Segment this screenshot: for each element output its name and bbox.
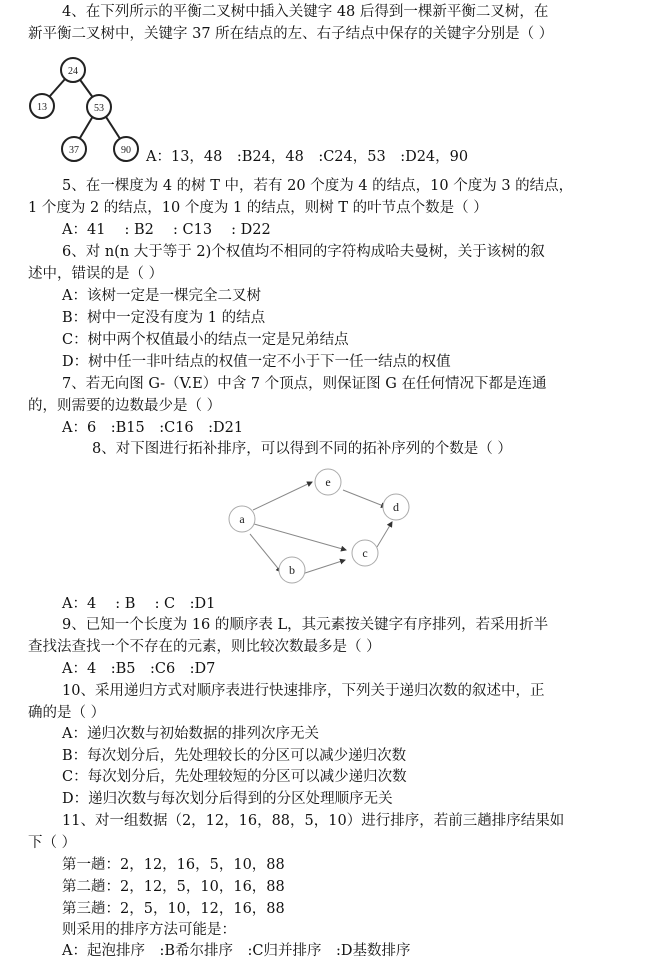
q5-line2: 1 个度为 2 的结点，10 个度为 1 的结点，则树 T 的叶节点个数是（ ） <box>28 200 488 216</box>
q10-line1: 10、采用递归方式对顺序表进行快速排序，下列关于递归次数的叙述中，正 <box>62 683 545 699</box>
q4-options: A：13，48 :B24，48 :C24，53 :D24，90 <box>146 149 469 165</box>
q10-option-a: A：递归次数与初始数据的排列次序无关 <box>62 726 319 742</box>
dag-node-d: d <box>393 500 399 514</box>
q6-option-d: D：树中任一非叶结点的权值一定不小于下一任一结点的权值 <box>62 354 451 370</box>
q9-line1: 9、已知一个长度为 16 的顺序表 L，其元素按关键字有序排列，若采用折半 <box>62 617 549 633</box>
q5-line1: 5、在一棵度为 4 的树 T 中，若有 20 个度为 4 的结点，10 个度为 3 的结点， <box>62 178 574 194</box>
q6-option-c: C：树中两个权值最小的结点一定是兄弟结点 <box>62 332 349 348</box>
q10-option-b: B：每次划分后，先处理较长的分区可以减少递归次数 <box>62 748 407 764</box>
dag-node-c: c <box>362 546 368 560</box>
q9-line2: 查找法查找一个不存在的元素，则比较次数最多是（ ） <box>28 639 381 655</box>
q10-line2: 确的是（ ） <box>28 705 106 721</box>
dag-node-b: b <box>289 563 295 577</box>
dag-figure <box>220 462 420 592</box>
q7-line1: 7、若无向图 G-（V.E）中含 7 个顶点，则保证图 G 在任何情况下都是连通 <box>62 376 547 392</box>
tree-node-root: 24 <box>68 66 78 77</box>
dag-node-a: a <box>239 512 245 526</box>
q8-line1: 8、对下图进行拓补排序，可以得到不同的拓补序列的个数是（ ） <box>92 441 512 457</box>
tree-node-rl: 37 <box>69 145 79 156</box>
q7-line2: 的，则需要的边数最少是（ ） <box>28 398 222 414</box>
q11-pass3: 第三趟：2，5，10，12，16，88 <box>62 901 285 917</box>
q10-option-c: C：每次划分后，先处理较短的分区可以减少递归次数 <box>62 769 407 785</box>
q11-prompt: 则采用的排序方法可能是： <box>62 922 236 938</box>
dag-node-e: e <box>325 475 331 489</box>
tree-node-right: 53 <box>94 103 104 114</box>
avl-tree-figure <box>26 56 146 166</box>
q11-line2: 下（ ） <box>28 835 77 851</box>
q9-options: A：4 :B5 :C6 :D7 <box>62 661 216 677</box>
tree-node-left: 13 <box>37 102 47 113</box>
tree-node-rr: 90 <box>121 145 131 156</box>
q10-option-d: D：递归次数与每次划分后得到的分区处理顺序无关 <box>62 791 393 807</box>
q6-line1: 6、对 n(n 大于等于 2)个权值均不相同的字符构成哈夫曼树，关于该树的叙 <box>62 244 545 260</box>
q6-line2: 述中，错误的是（ ） <box>28 266 164 282</box>
q11-line1: 11、对一组数据（2，12，16，88，5，10）进行排序，若前三趟排序结果如 <box>62 813 565 829</box>
q11-options: A：起泡排序 :B希尔排序 :C归并排序 :D基数排序 <box>62 943 411 959</box>
q6-option-a: A：该树一定是一棵完全二叉树 <box>62 288 261 304</box>
q8-options: A：4 : B : C :D1 <box>62 596 216 612</box>
q6-option-b: B：树中一定没有度为 1 的结点 <box>62 310 266 326</box>
q4-line1: 4、在下列所示的平衡二叉树中插入关键字 48 后得到一棵新平衡二叉树，在 <box>62 4 549 20</box>
q5-options: A：41 : B2 : C13 : D22 <box>62 222 271 238</box>
q11-pass1: 第一趟：2，12，16，5，10，88 <box>62 857 285 873</box>
q7-options: A：6 :B15 :C16 :D21 <box>62 420 244 436</box>
q4-line2: 新平衡二叉树中，关键字 37 所在结点的左、右子结点中保存的关键字分别是（ ） <box>28 26 554 42</box>
q11-pass2: 第二趟：2，12，5，10，16，88 <box>62 879 285 895</box>
